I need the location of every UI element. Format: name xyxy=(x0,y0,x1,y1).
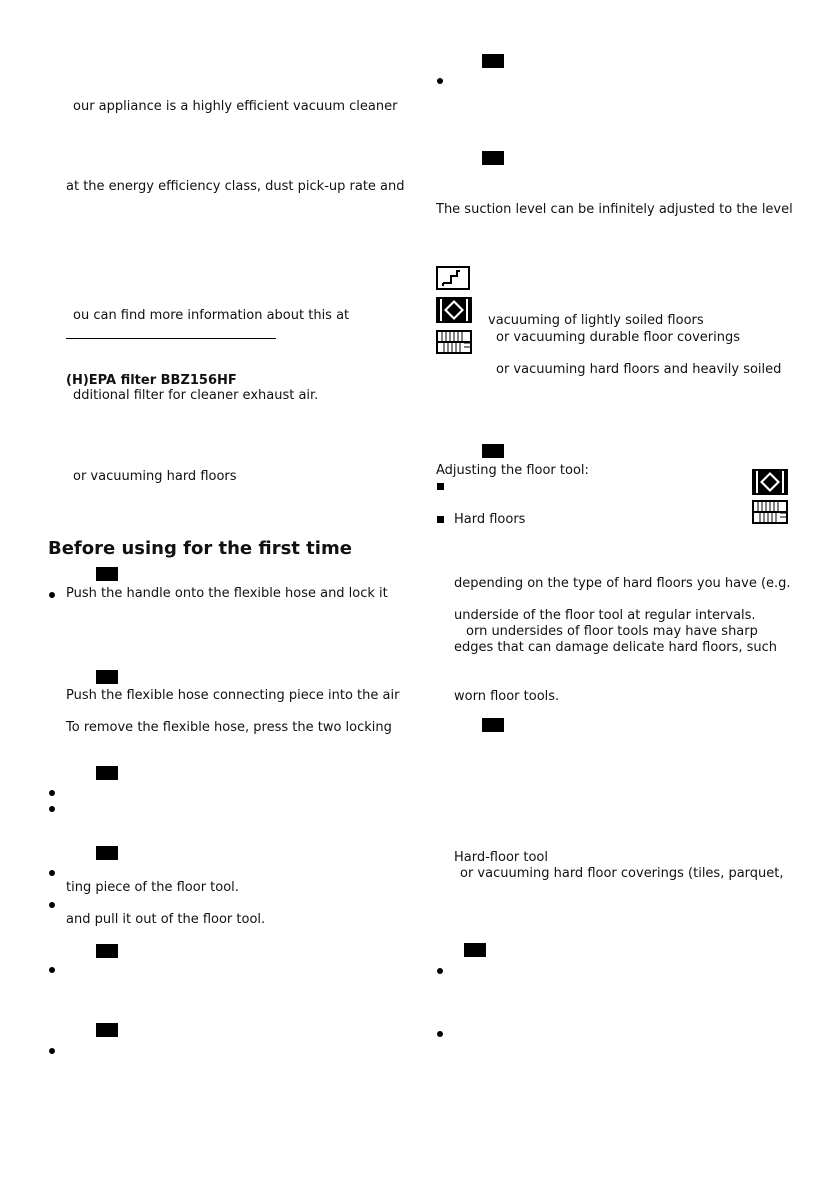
step-hose-text: Push the flexible hose connecting piece into the air xyxy=(66,688,400,703)
step-remove-text: To remove the flexible hose, press the two locking xyxy=(66,720,392,735)
hard-floors-text: or vacuuming hard floors xyxy=(73,469,237,484)
square-bullet xyxy=(437,483,444,490)
filter-title: (H)EPA filter BBZ156HF xyxy=(66,373,237,388)
bullet xyxy=(49,592,55,598)
depending-text: depending on the type of hard floors you have (e.g. xyxy=(454,576,791,591)
underside-text: underside of the floor tool at regular intervals. xyxy=(454,608,756,623)
filter-description: dditional filter for cleaner exhaust air. xyxy=(73,388,319,403)
carpet-diamond-icon xyxy=(752,469,788,495)
carpet-diamond-icon xyxy=(436,297,472,323)
step-handle-text: Push the handle onto the flexible hose and lock it xyxy=(66,586,388,601)
floor-tool-text-1: ting piece of the floor tool. xyxy=(66,880,239,895)
worn-text: orn undersides of floor tools may have sharp xyxy=(466,624,758,639)
step-badge xyxy=(482,151,504,165)
intro-text: our appliance is a highly efficient vacuum cleaner xyxy=(73,99,398,114)
step-badge xyxy=(482,54,504,68)
hard-floors-item: Hard floors xyxy=(454,512,526,527)
adjust-title: Adjusting the floor tool: xyxy=(436,463,589,478)
step-badge xyxy=(96,567,118,581)
divider xyxy=(66,338,276,339)
square-bullet xyxy=(437,516,444,523)
bullet xyxy=(49,870,55,876)
section-heading: Before using for the first time xyxy=(48,538,352,559)
hard-floor-brush-icon xyxy=(752,500,788,524)
bullet xyxy=(49,967,55,973)
floor-tool-text-2: and pull it out of the floor tool. xyxy=(66,912,266,927)
hard-floor-brush-icon xyxy=(436,330,472,354)
step-badge xyxy=(96,670,118,684)
bullet xyxy=(437,78,443,84)
suction-text: The suction level can be infinitely adjusted to the level xyxy=(436,202,793,217)
bullet xyxy=(49,902,55,908)
bullet xyxy=(437,968,443,974)
bullet xyxy=(49,1048,55,1054)
level-hard-text: or vacuuming hard floors and heavily soiled xyxy=(496,362,782,377)
edges-text: edges that can damage delicate hard floors, such xyxy=(454,640,778,655)
hard-floor-tool-title: Hard-floor tool xyxy=(454,850,548,865)
worn-tools-text: worn floor tools. xyxy=(454,689,560,704)
level-durable-text: or vacuuming durable floor coverings xyxy=(496,330,740,345)
level-light-text: vacuuming of lightly soiled floors xyxy=(488,313,704,328)
step-badge xyxy=(96,1023,118,1037)
step-badge xyxy=(96,846,118,860)
energy-text: at the energy efficiency class, dust pick-up rate and xyxy=(66,179,405,194)
hard-floor-tool-desc: or vacuuming hard floor coverings (tiles, parquet, xyxy=(460,866,784,881)
low-suction-icon xyxy=(436,266,470,290)
step-badge xyxy=(464,943,486,957)
step-badge xyxy=(96,766,118,780)
step-badge xyxy=(96,944,118,958)
bullet xyxy=(437,1031,443,1037)
step-badge xyxy=(482,444,504,458)
bullet xyxy=(49,806,55,812)
step-badge xyxy=(482,718,504,732)
info-text: ou can find more information about this at xyxy=(73,308,350,323)
bullet xyxy=(49,790,55,796)
